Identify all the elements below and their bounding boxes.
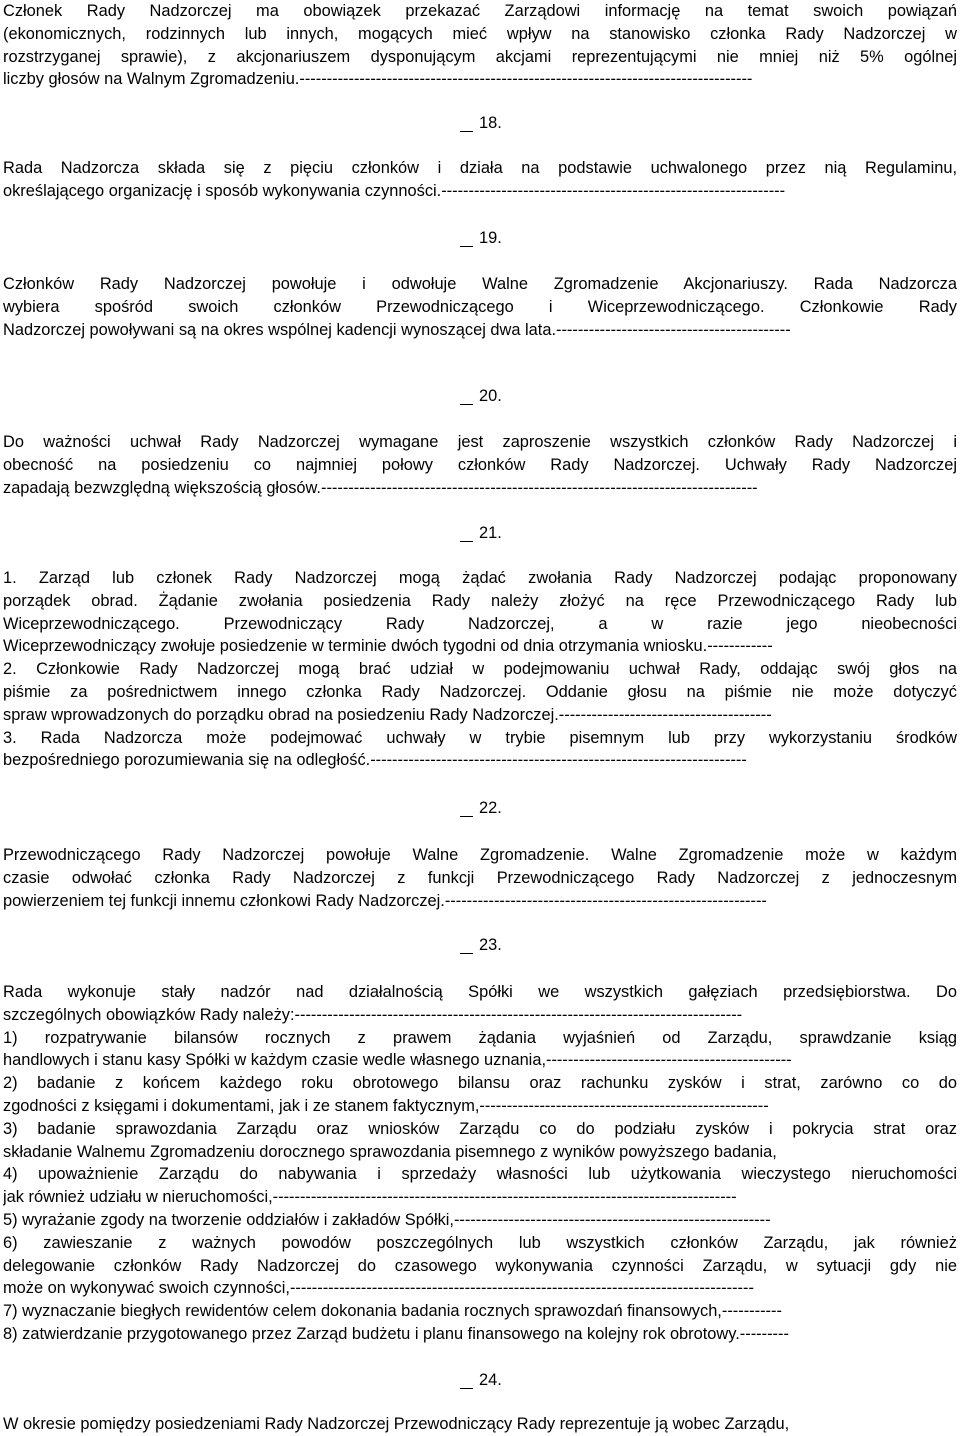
- text-line: 4) upoważnienie Zarządu do nabywania i sprzedaży własności lub użytkowania wieczystego nieruchomości: [3, 1165, 957, 1184]
- text-line: jak również udziału w nieruchomości,-------------------------------------------------------------------------------------: [3, 1188, 737, 1207]
- text-line: porządek obrad. Żądanie zwołania posiedzenia Rady należy złożyć na ręce Przewodniczącego Rady lub: [3, 591, 957, 610]
- section-number: 18.: [479, 114, 502, 132]
- section-18-text: [3, 157, 957, 203]
- section-sign-icon: [460, 797, 473, 819]
- section-heading-22: [460, 797, 502, 819]
- text-line: 3. Rada Nadzorcza może podejmować uchwały w trybie pisemnym lub przy wykorzystaniu środków: [3, 728, 957, 747]
- section-number: 23.: [479, 936, 502, 954]
- text-line: Członek Rady Nadzorczej ma obowiązek przekazać Zarządowi informację na temat swoich powiązań: [3, 2, 957, 20]
- section-sign-icon: [460, 112, 473, 134]
- text-line: W okresie pomiędzy posiedzeniami Rady Nadzorczej Przewodniczący Rady reprezentuje ją wobec Zarządu,: [3, 1415, 790, 1433]
- text-line: Członków Rady Nadzorczej powołuje i odwołuje Walne Zgromadzenie Akcjonariuszy. Rada Nadzorcza: [3, 275, 957, 293]
- section-heading-24: [460, 1369, 502, 1391]
- section-heading-18: [460, 112, 502, 134]
- text-line: składanie Walnemu Zgromadzeniu dorocznego sprawozdania pisemnego z wyników powyższego badania,: [3, 1142, 777, 1161]
- text-line: 1) rozpatrywanie bilansów rocznych z prawem żądania wyjaśnień od Zarządu, sprawdzanie ksiąg: [3, 1028, 957, 1047]
- intro-paragraph: [3, 0, 957, 91]
- text-line: określającego organizację i sposób wykonywania czynności.---------------------------------------------------------------: [3, 181, 786, 200]
- section-number: 21.: [479, 524, 502, 542]
- text-line: Wiceprzewodniczącego. Przewodniczący Rady Nadzorczej, a w razie jego nieobecności: [3, 614, 957, 633]
- text-line: 2) badanie z końcem każdego roku obrotowego bilansu oraz rachunku zysków i strat, zarówno co do: [3, 1074, 957, 1093]
- section-23-text: [3, 981, 957, 1346]
- text-line: 1. Zarząd lub członek Rady Nadzorczej mogą żądać zwołania Rady Nadzorczej podając proponowany: [3, 569, 957, 587]
- section-number: 24.: [479, 1371, 502, 1389]
- section-number: 20.: [479, 387, 502, 405]
- section-number: 22.: [479, 799, 502, 817]
- section-21-text: [3, 567, 957, 772]
- text-line: wybiera spośród swoich członków Przewodniczącego i Wiceprzewodniczącego. Członkowie Rady: [3, 297, 957, 316]
- text-line: Nadzorczej powoływani są na okres wspólnej kadencji wynoszącej dwa lata.-------------------------------------------: [3, 320, 791, 339]
- text-line: 7) wyznaczanie biegłych rewidentów celem dokonania badania rocznych sprawozdań finansowych,-----------: [3, 1302, 782, 1321]
- text-line: bezpośredniego porozumiewania się na odległość.---------------------------------------------------------------------: [3, 751, 747, 770]
- text-line: powierzeniem tej funkcji innemu członkowi Rady Nadzorczej.-----------------------------------------------------------: [3, 891, 767, 910]
- text-line: czasie odwołać członka Rady Nadzorczej z funkcji Przewodniczącego Rady Nadzorczej z jednoczesnym: [3, 868, 957, 887]
- text-line: Wiceprzewodniczący zwołuje posiedzenie w terminie dwóch tygodni od dnia otrzymania wniosku.------------: [3, 637, 773, 656]
- section-heading-21: [460, 522, 502, 544]
- section-20-text: [3, 431, 957, 499]
- text-line: delegowanie członków Rady Nadzorczej do czasowego wykonywania czynności Zarządu, w sytuacji gdy nie: [3, 1256, 957, 1275]
- text-line: (ekonomicznych, rodzinnych lub innych, mogących mieć wpływ na stanowisko członka Rady Nadzorczej w: [3, 24, 957, 43]
- section-sign-icon: [460, 385, 473, 407]
- text-line: Przewodniczącego Rady Nadzorczej powołuje Walne Zgromadzenie. Walne Zgromadzenie może w każdym: [3, 846, 957, 864]
- text-line: Do ważności uchwał Rady Nadzorczej wymagane jest zaproszenie wszystkich członków Rady Nadzorczej i: [3, 433, 957, 451]
- text-line: rozstrzyganej sprawie), z akcjonariuszem dysponującym akcjami reprezentującymi nie mniej niż 5% ogólnej: [3, 47, 957, 66]
- text-line: 3) badanie sprawozdania Zarządu oraz wniosków Zarządu co do podziału zysków i pokrycia strat oraz: [3, 1119, 957, 1138]
- text-line: piśmie za pośrednictwem innego członka Rady Nadzorczej. Oddanie głosu na piśmie nie może dotyczyć: [3, 682, 957, 701]
- text-line: może on wykonywać swoich czynności,-------------------------------------------------------------------------------------: [3, 1279, 754, 1298]
- section-heading-19: [460, 227, 502, 249]
- text-line: handlowych i stanu kasy Spółki w każdym czasie wedle własnego uznania,---------------------------------------------: [3, 1051, 792, 1070]
- text-line: obecność na posiedzeniu co najmniej połowy członków Rady Nadzorczej. Uchwały Rady Nadzorczej: [3, 455, 957, 474]
- section-sign-icon: [460, 934, 473, 956]
- text-line: Rada Nadzorcza składa się z pięciu członków i działa na podstawie uchwalonego przez nią Regulaminu,: [3, 159, 957, 177]
- text-line: zapadają bezwzględną większością głosów.--------------------------------------------------------------------------------: [3, 478, 758, 497]
- section-sign-icon: [460, 1369, 473, 1391]
- section-19-text: [3, 273, 957, 341]
- text-line: 6) zawieszanie z ważnych powodów poszczególnych lub wszystkich członków Zarządu, jak również: [3, 1233, 957, 1252]
- text-line: szczególnych obowiązków Rady należy:----------------------------------------------------------------------------------: [3, 1005, 743, 1024]
- text-line: liczby głosów na Walnym Zgromadzeniu.-----------------------------------------------------------------------------------: [3, 70, 753, 89]
- section-24-text: [3, 1413, 957, 1436]
- text-line: spraw wprowadzonych do porządku obrad na posiedzeniu Rady Nadzorczej.---------------------------------------: [3, 705, 772, 724]
- section-sign-icon: [460, 227, 473, 249]
- section-sign-icon: [460, 522, 473, 544]
- section-22-text: [3, 844, 957, 912]
- text-line: 5) wyrażanie zgody na tworzenie oddziałów i zakładów Spółki,----------------------------------------------------------: [3, 1210, 771, 1229]
- text-line: zgodności z księgami i dokumentami, jak i ze stanem faktycznym,-----------------------------------------------------: [3, 1096, 769, 1115]
- text-line: Rada wykonuje stały nadzór nad działalnością Spółki we wszystkich gałęziach przedsiębiorstwa. Do: [3, 983, 957, 1001]
- section-heading-20: [460, 385, 502, 407]
- text-line: 8) zatwierdzanie przygotowanego przez Zarząd budżetu i planu finansowego na kolejny rok obrotowy.---------: [3, 1324, 789, 1343]
- text-line: 2. Członkowie Rady Nadzorczej mogą brać udział w podejmowaniu uchwał Rady, oddając swój głos na: [3, 660, 957, 679]
- section-number: 19.: [479, 229, 502, 247]
- section-heading-23: [460, 934, 502, 956]
